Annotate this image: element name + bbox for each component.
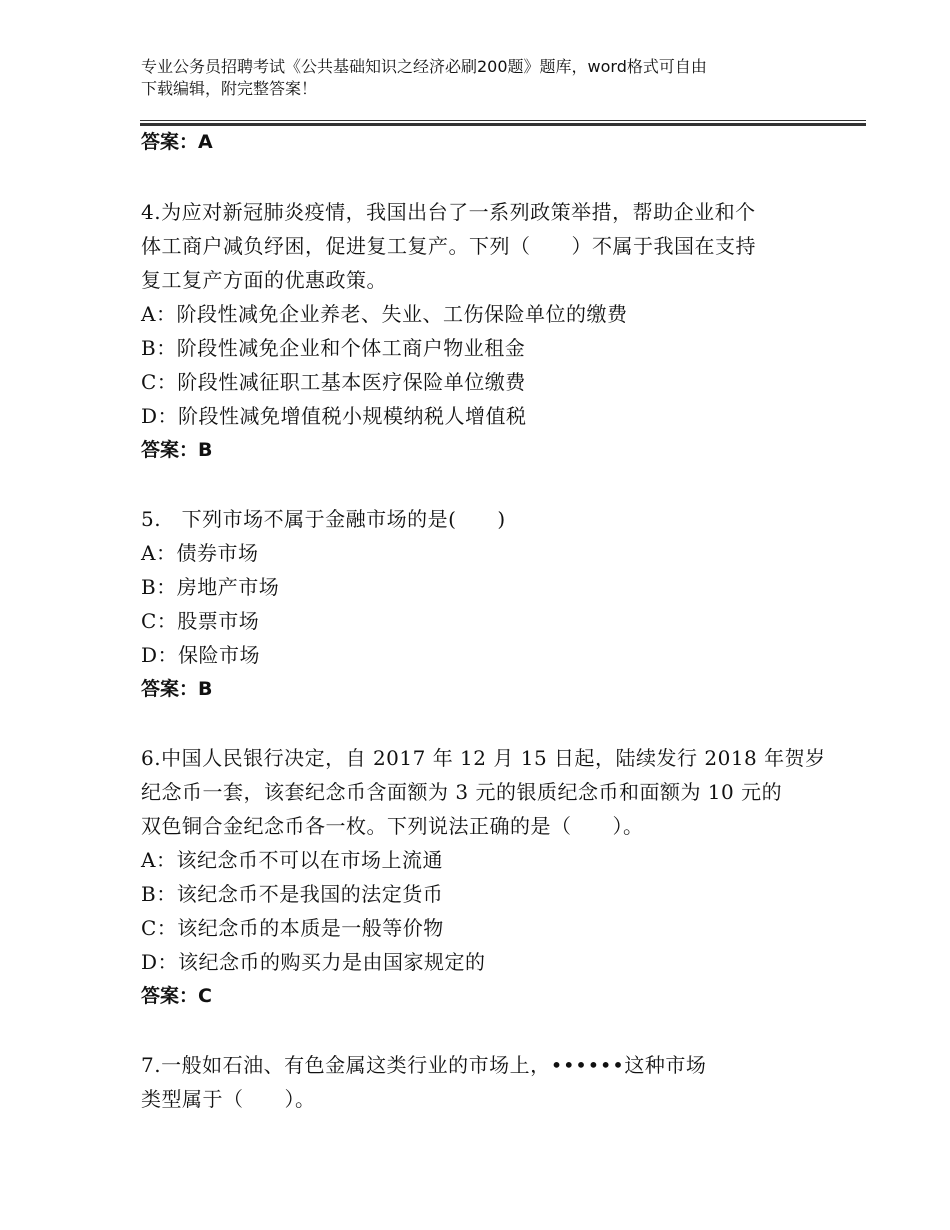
question-7-line-1: 7.一般如石油、有色金属这类行业的市场上，••••••这种市场: [141, 1053, 707, 1077]
question-5-option-d: D：保险市场: [141, 643, 261, 667]
question-6-line-2: 纪念币一套，该套纪念币含面额为 3 元的银质纪念币和面额为 10 元的: [141, 780, 783, 804]
question-6-line-3: 双色铜合金纪念币各一枚。下列说法正确的是（ ）。: [141, 814, 644, 838]
question-6-answer: 答案：C: [141, 985, 212, 1007]
question-6-option-a: A：该纪念币不可以在市场上流通: [141, 848, 443, 872]
question-4-option-a: A：阶段性减免企业养老、失业、工伤保险单位的缴费: [141, 302, 628, 326]
header-line-2: 下载编辑，附完整答案！: [141, 79, 318, 98]
question-6-option-d: D：该纪念币的购买力是由国家规定的: [141, 950, 486, 974]
question-5-line-1: 5. 下列市场不属于金融市场的是( ): [141, 507, 506, 531]
question-4-answer: 答案：B: [141, 439, 213, 461]
question-6-option-c: C：该纪念币的本质是一般等价物: [141, 916, 444, 940]
question-4-line-1: 4.为应对新冠肺炎疫情，我国出台了一系列政策举措，帮助企业和个: [141, 200, 756, 224]
question-4-line-2: 体工商户减负纾困，促进复工复产。下列（ ）不属于我国在支持: [141, 234, 756, 258]
page-header: [141, 56, 821, 100]
question-4-line-3: 复工复产方面的优惠政策。: [141, 268, 387, 292]
header-divider: [140, 120, 866, 126]
question-4-option-d: D：阶段性减免增值税小规模纳税人增值税: [141, 404, 527, 428]
question-5-option-b: B：房地产市场: [141, 575, 280, 599]
question-7-line-2: 类型属于（ ）。: [141, 1087, 316, 1111]
question-6-line-1: 6.中国人民银行决定，自 2017 年 12 月 15 日起，陆续发行 2018 年贺岁: [141, 746, 826, 770]
question-5-answer: 答案：B: [141, 678, 213, 700]
answer-previous: 答案：A: [141, 131, 213, 153]
question-5-option-c: C：股票市场: [141, 609, 260, 633]
question-4-option-b: B：阶段性减免企业和个体工商户物业租金: [141, 336, 526, 360]
question-5-option-a: A：债券市场: [141, 541, 259, 565]
question-4-option-c: C：阶段性减征职工基本医疗保险单位缴费: [141, 370, 526, 394]
header-line-1: 专业公务员招聘考试《公共基础知识之经济必刷200题》题库，word格式可自由: [141, 57, 707, 76]
question-6-option-b: B：该纪念币不是我国的法定货币: [141, 882, 444, 906]
